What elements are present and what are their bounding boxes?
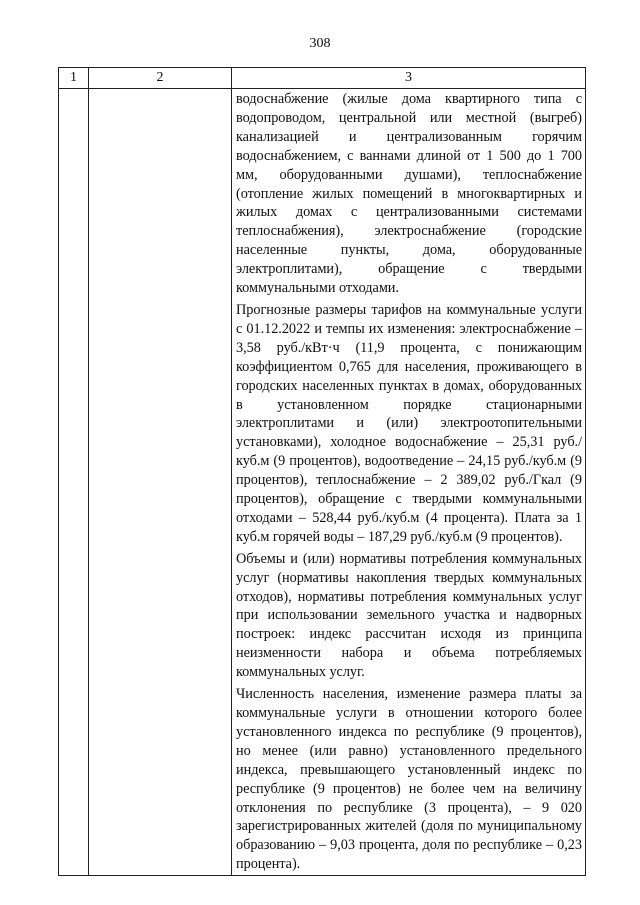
column-header-2: 2 [89, 68, 232, 89]
paragraph-consumption-norms: Объемы и (или) нормативы потребления коммунальных услуг (нормативы накопления твердых коммунальных отходов), нормативы потребления коммунальных услуг при использовании земельного участка и надворных построек: индекс рассчитан исходя из принципа неизменности набора и объема потребляемых коммунальных услуг. [236, 550, 582, 681]
table-row [59, 89, 586, 876]
paragraph-population-count: Численность населения, изменение размера платы за коммунальные услуги в отношении которого более установленного индекса по республике (9 процентов), но менее (или равно) установленного предельного индекса, превышающего установленный индекс по республике (9 процентов) не более чем на величину отклонения по республике (3 процента), – 9 020 зарегистрированных жителей (доля по муниципальному образованию – 9,03 процента, доля по республике – 0,23 процента). [236, 686, 582, 873]
document-table [58, 67, 586, 876]
table-cell-col-3 [232, 89, 586, 876]
table-cell-col-2 [89, 89, 232, 876]
table-header-row [59, 68, 586, 89]
page-number: 308 [309, 36, 331, 51]
paragraph-utilities-list: водоснабжение (жилые дома квартирного типа с водопроводом, центральной или местной (выгреб) канализацией и централизованным горячим водоснабжением, с ваннами длиной от 1 500 до 1 700 мм, оборудованными душами), теплоснабжение (отопление жилых помещений в многоквартирных и жилых домах с централизованными системами теплоснабжения), электроснабжение (городские населенные пункты, дома, оборудованные электроплитами), обращение с твердыми коммунальными отходами. [236, 91, 582, 297]
table-cell-col-1 [59, 89, 89, 876]
paragraph-tariff-forecast: Прогнозные размеры тарифов на коммунальные услуги с 01.12.2022 и темпы их изменения: электроснабжение – 3,58 руб./кВт·ч (11,9 процента, с понижающим коэффициентом 0,765 для населения, проживающего в городских населенных пунктах в домах, оборудованных в установленном порядке стационарными электроплитами и (или) электроотопительными установками), холодное водоснабжение – 25,31 руб./куб.м (9 процентов), водоотведение – 24,15 руб./куб.м (9 процентов), теплоснабжение – 2 389,02 руб./Гкал (9 процентов), обращение с твердыми коммунальными отходами – 528,44 руб./куб.м (4 процента). Плата за 1 куб.м горячей воды – 187,29 руб./куб.м (9 процентов). [236, 301, 582, 545]
column-header-1: 1 [59, 68, 89, 89]
column-header-3: 3 [232, 68, 586, 89]
